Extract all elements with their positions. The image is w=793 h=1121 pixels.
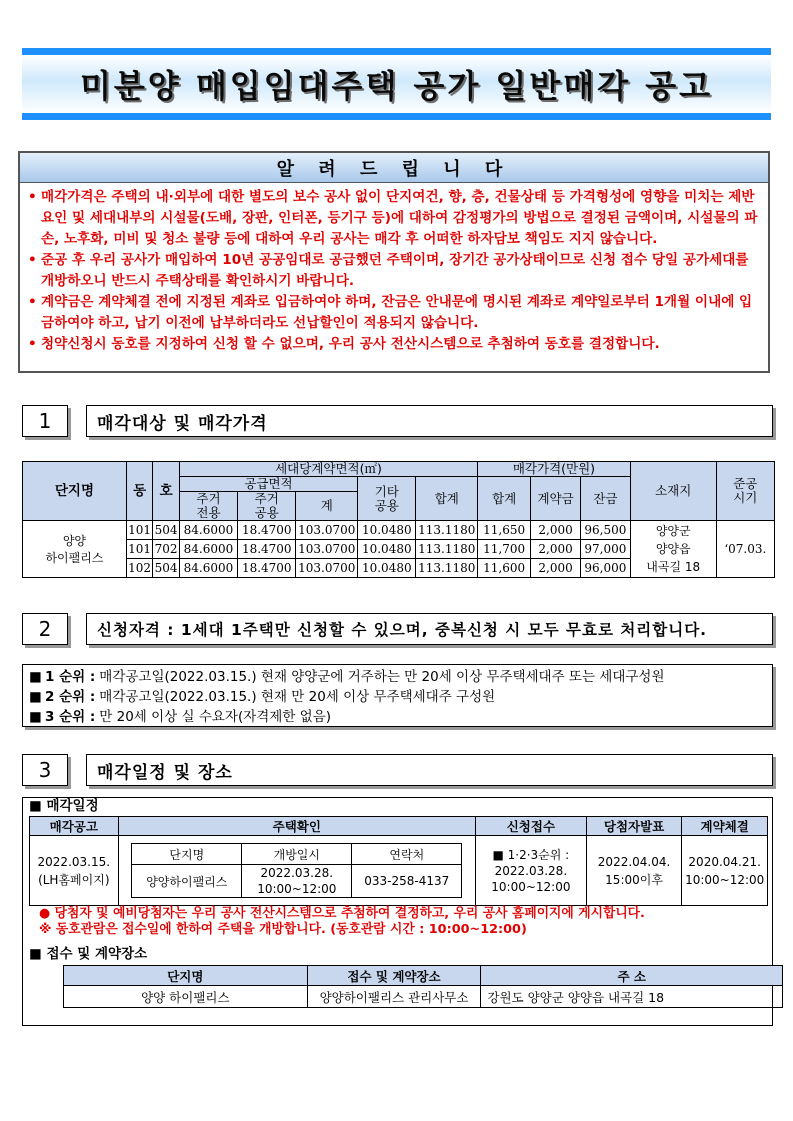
bullet-icon: • [28,252,37,268]
notice-text: 매각가격은 주택의 내·외부에 대한 별도의 보수 공사 없이 단지여건, 향, 층, 건물상태 등 가격형성에 영향을 미치는 제반요인 및 세대내부의 시설물(도배, 장판, 인터폰, 등기구 등)에 대하여 감정평가의 방법으로 결정된 금액이며, 시설물의 파손, 노후화, 미비 및 청소 불량 등에 대하여 우리 공사는 매각 후 어떠한 하자담보 책임도 지지 않습니다. [41,189,758,247]
col-location: 소재지 [630,462,716,521]
schedule-heading [29,798,772,815]
col-address: 주 소 [481,966,783,986]
cell-ho: 504 [153,521,179,540]
rank-row [29,687,772,707]
announce-value: 2022.03.15. (LH홈페이지) [30,836,119,906]
notice-text: 계약금은 계약체결 전에 지정된 계좌로 입금하여야 하며, 잔금은 안내문에 명시된 계좌로 계약일로부터 1개월 이내에 입금하여야 하고, 납기 이전에 납부하더라도 선납할인이 적용되지 않습니다. [41,294,753,331]
cell-other: 10.0480 [358,521,416,540]
rank-row [29,707,772,727]
table-row [64,986,783,1008]
col-ho: 호 [153,462,179,521]
col-dong: 동 [126,462,152,521]
col-exclusive: 주거 전용 [179,492,237,521]
title-banner [22,48,771,120]
cell-ho: 702 [153,540,179,559]
page-title: 미분양 매입임대주택 공가 일반매각 공고 [79,67,714,105]
col-contract: 계약체결 [682,817,768,836]
inspection-cell [118,836,475,906]
cell-deposit: 2,000 [531,559,581,578]
col-deposit: 계약금 [531,477,581,521]
rank-text: 매각공고일(2022.03.15.) 현재 만 20세 이상 무주택세대주 구성원 [99,689,496,705]
col-total-area: 합계 [416,477,478,521]
rank-text: 매각공고일(2022.03.15.) 현재 양양군에 거주하는 만 20세 이상 무주택세대주 또는 세대구성원 [99,669,665,685]
notice-text: 준공 후 우리 공사가 매입하여 10년 공공임대로 공급했던 주택이며, 장기간 공가상태이므로 신청 접수 당일 공가세대를 개방하오니 반드시 주택상태를 확인하시기 바랍니다. [41,252,749,289]
cell-balance: 96,000 [580,559,630,578]
rank-label: 2 순위 : [45,689,96,705]
notice-item [28,250,760,292]
winner-value: 2022.04.04. 15:00이후 [586,836,682,906]
cell-total: 113.1180 [416,521,478,540]
section-number: 3 [22,754,68,786]
schedule-table [29,816,768,906]
location: 양양군 양양읍 내곡길 18 [630,521,716,578]
cell-deposit: 2,000 [531,540,581,559]
contract-complex: 양양 하이팰리스 [64,986,308,1008]
title-bar-bottom [22,113,771,120]
schedule-box [22,797,773,1026]
cell-dong: 101 [126,521,152,540]
square-bullet-icon: ■ [29,709,42,725]
notice-heading: 알 려 드 립 니 다 [20,153,768,183]
cell-common: 18.4700 [238,559,296,578]
section-2-header [22,613,773,645]
cell-total: 113.1180 [416,559,478,578]
bullet-icon: • [28,189,37,205]
notice-text: 청약신청시 동호를 지정하여 신청 할 수 없으며, 우리 공사 전산시스템으로 추첨하여 동호를 결정합니다. [41,336,660,352]
contract-address: 강원도 양양군 양양읍 내곡길 18 [481,986,783,1008]
contract-heading-text: 접수 및 계약장소 [46,946,148,962]
cell-exclusive: 84.6000 [179,521,237,540]
col-area-group: 세대당계약면적(㎡) [179,462,477,477]
col-price-total: 합계 [478,477,531,521]
notice-item [28,187,760,250]
cell-sum: 103.0700 [296,540,358,559]
apply-value: ■ 1·2·3순위 : 2022.03.28. 10:00~12:00 [476,836,587,906]
col-complex: 단지명 [23,462,127,521]
cell-dong: 102 [126,559,152,578]
cell-balance: 97,000 [580,540,630,559]
schedule-note: ※ 동호관람은 접수일에 한하여 주택을 개방합니다. (동호관람 시간 : 10:00~12:00) [39,922,527,937]
cell-exclusive: 84.6000 [179,559,237,578]
col-common: 주거 공용 [238,492,296,521]
rank-label: 3 순위 : [45,709,96,725]
col-price-group: 매각가격(만원) [478,462,631,477]
contract-table [63,965,783,1008]
cell-common: 18.4700 [238,540,296,559]
table-row [23,521,775,540]
col-sum: 계 [296,492,358,521]
cell-exclusive: 84.6000 [179,540,237,559]
eligibility-box [22,664,773,727]
schedule-heading-text: 매각일정 [46,798,99,814]
inspection-col-complex: 단지명 [132,844,242,865]
notice-body [20,183,768,355]
contract-heading [29,946,772,963]
section-3-header [22,754,773,786]
section-number: 2 [22,613,68,645]
col-completed: 준공 시기 [716,462,774,521]
square-bullet-icon: ■ [29,946,47,962]
section-title: 매각대상 및 매각가격 [86,405,773,437]
cell-total: 113.1180 [416,540,478,559]
inspection-col-datetime: 개방일시 [242,844,352,865]
cell-price: 11,700 [478,540,531,559]
section-number: 1 [22,405,68,437]
col-balance: 잔금 [580,477,630,521]
section-1-header [22,405,773,437]
col-other-common: 기타 공용 [358,477,416,521]
col-supply-area: 공급면적 [179,477,357,492]
complex-name: 양양 하이팰리스 [23,521,127,578]
title-bar-top [22,48,771,55]
inspection-col-phone: 연락처 [352,844,462,865]
rank-row [29,667,772,687]
cell-sum: 103.0700 [296,559,358,578]
rank-text: 만 20세 이상 실 수요자(자격제한 없음) [99,709,332,725]
square-bullet-icon: ■ [29,798,47,814]
inspection-complex: 양양하이팰리스 [132,865,242,898]
square-bullet-icon: ■ [29,689,42,705]
col-winner: 당첨자발표 [586,817,682,836]
title-inner [22,55,771,113]
col-announce: 매각공고 [30,817,119,836]
schedule-note: ● 당첨자 및 예비당첨자는 우리 공사 전산시스템으로 추첨하여 결정하고, 우리 공사 홈페이지에 게시합니다. [39,906,645,921]
contract-place: 양양하이팰리스 관리사무소 [307,986,481,1008]
bullet-icon: • [28,336,37,352]
cell-common: 18.4700 [238,521,296,540]
col-inspection: 주택확인 [118,817,475,836]
cell-balance: 96,500 [580,521,630,540]
cell-dong: 101 [126,540,152,559]
notice-item [28,334,760,355]
price-table [22,461,775,578]
rank-label: 1 순위 : [45,669,96,685]
notice-item [28,292,760,334]
notice-box [18,151,770,373]
col-complex: 단지명 [64,966,308,986]
cell-ho: 504 [153,559,179,578]
cell-deposit: 2,000 [531,521,581,540]
inspection-datetime: 2022.03.28. 10:00~12:00 [242,865,352,898]
square-bullet-icon: ■ [29,669,42,685]
cell-other: 10.0480 [358,559,416,578]
contract-value: 2020.04.21. 10:00~12:00 [682,836,768,906]
section-title: 매각일정 및 장소 [86,754,773,786]
col-place: 접수 및 계약장소 [307,966,481,986]
bullet-icon: • [28,294,37,310]
cell-sum: 103.0700 [296,521,358,540]
inspection-table [131,843,462,898]
section-title: 신청자격 : 1세대 1주택만 신청할 수 있으며, 중복신청 시 모두 무효로 처리합니다. [86,613,773,645]
completed: ‘07.03. [716,521,774,578]
cell-price: 11,600 [478,559,531,578]
cell-other: 10.0480 [358,540,416,559]
cell-price: 11,650 [478,521,531,540]
inspection-phone: 033-258-4137 [352,865,462,898]
col-apply: 신청접수 [476,817,587,836]
